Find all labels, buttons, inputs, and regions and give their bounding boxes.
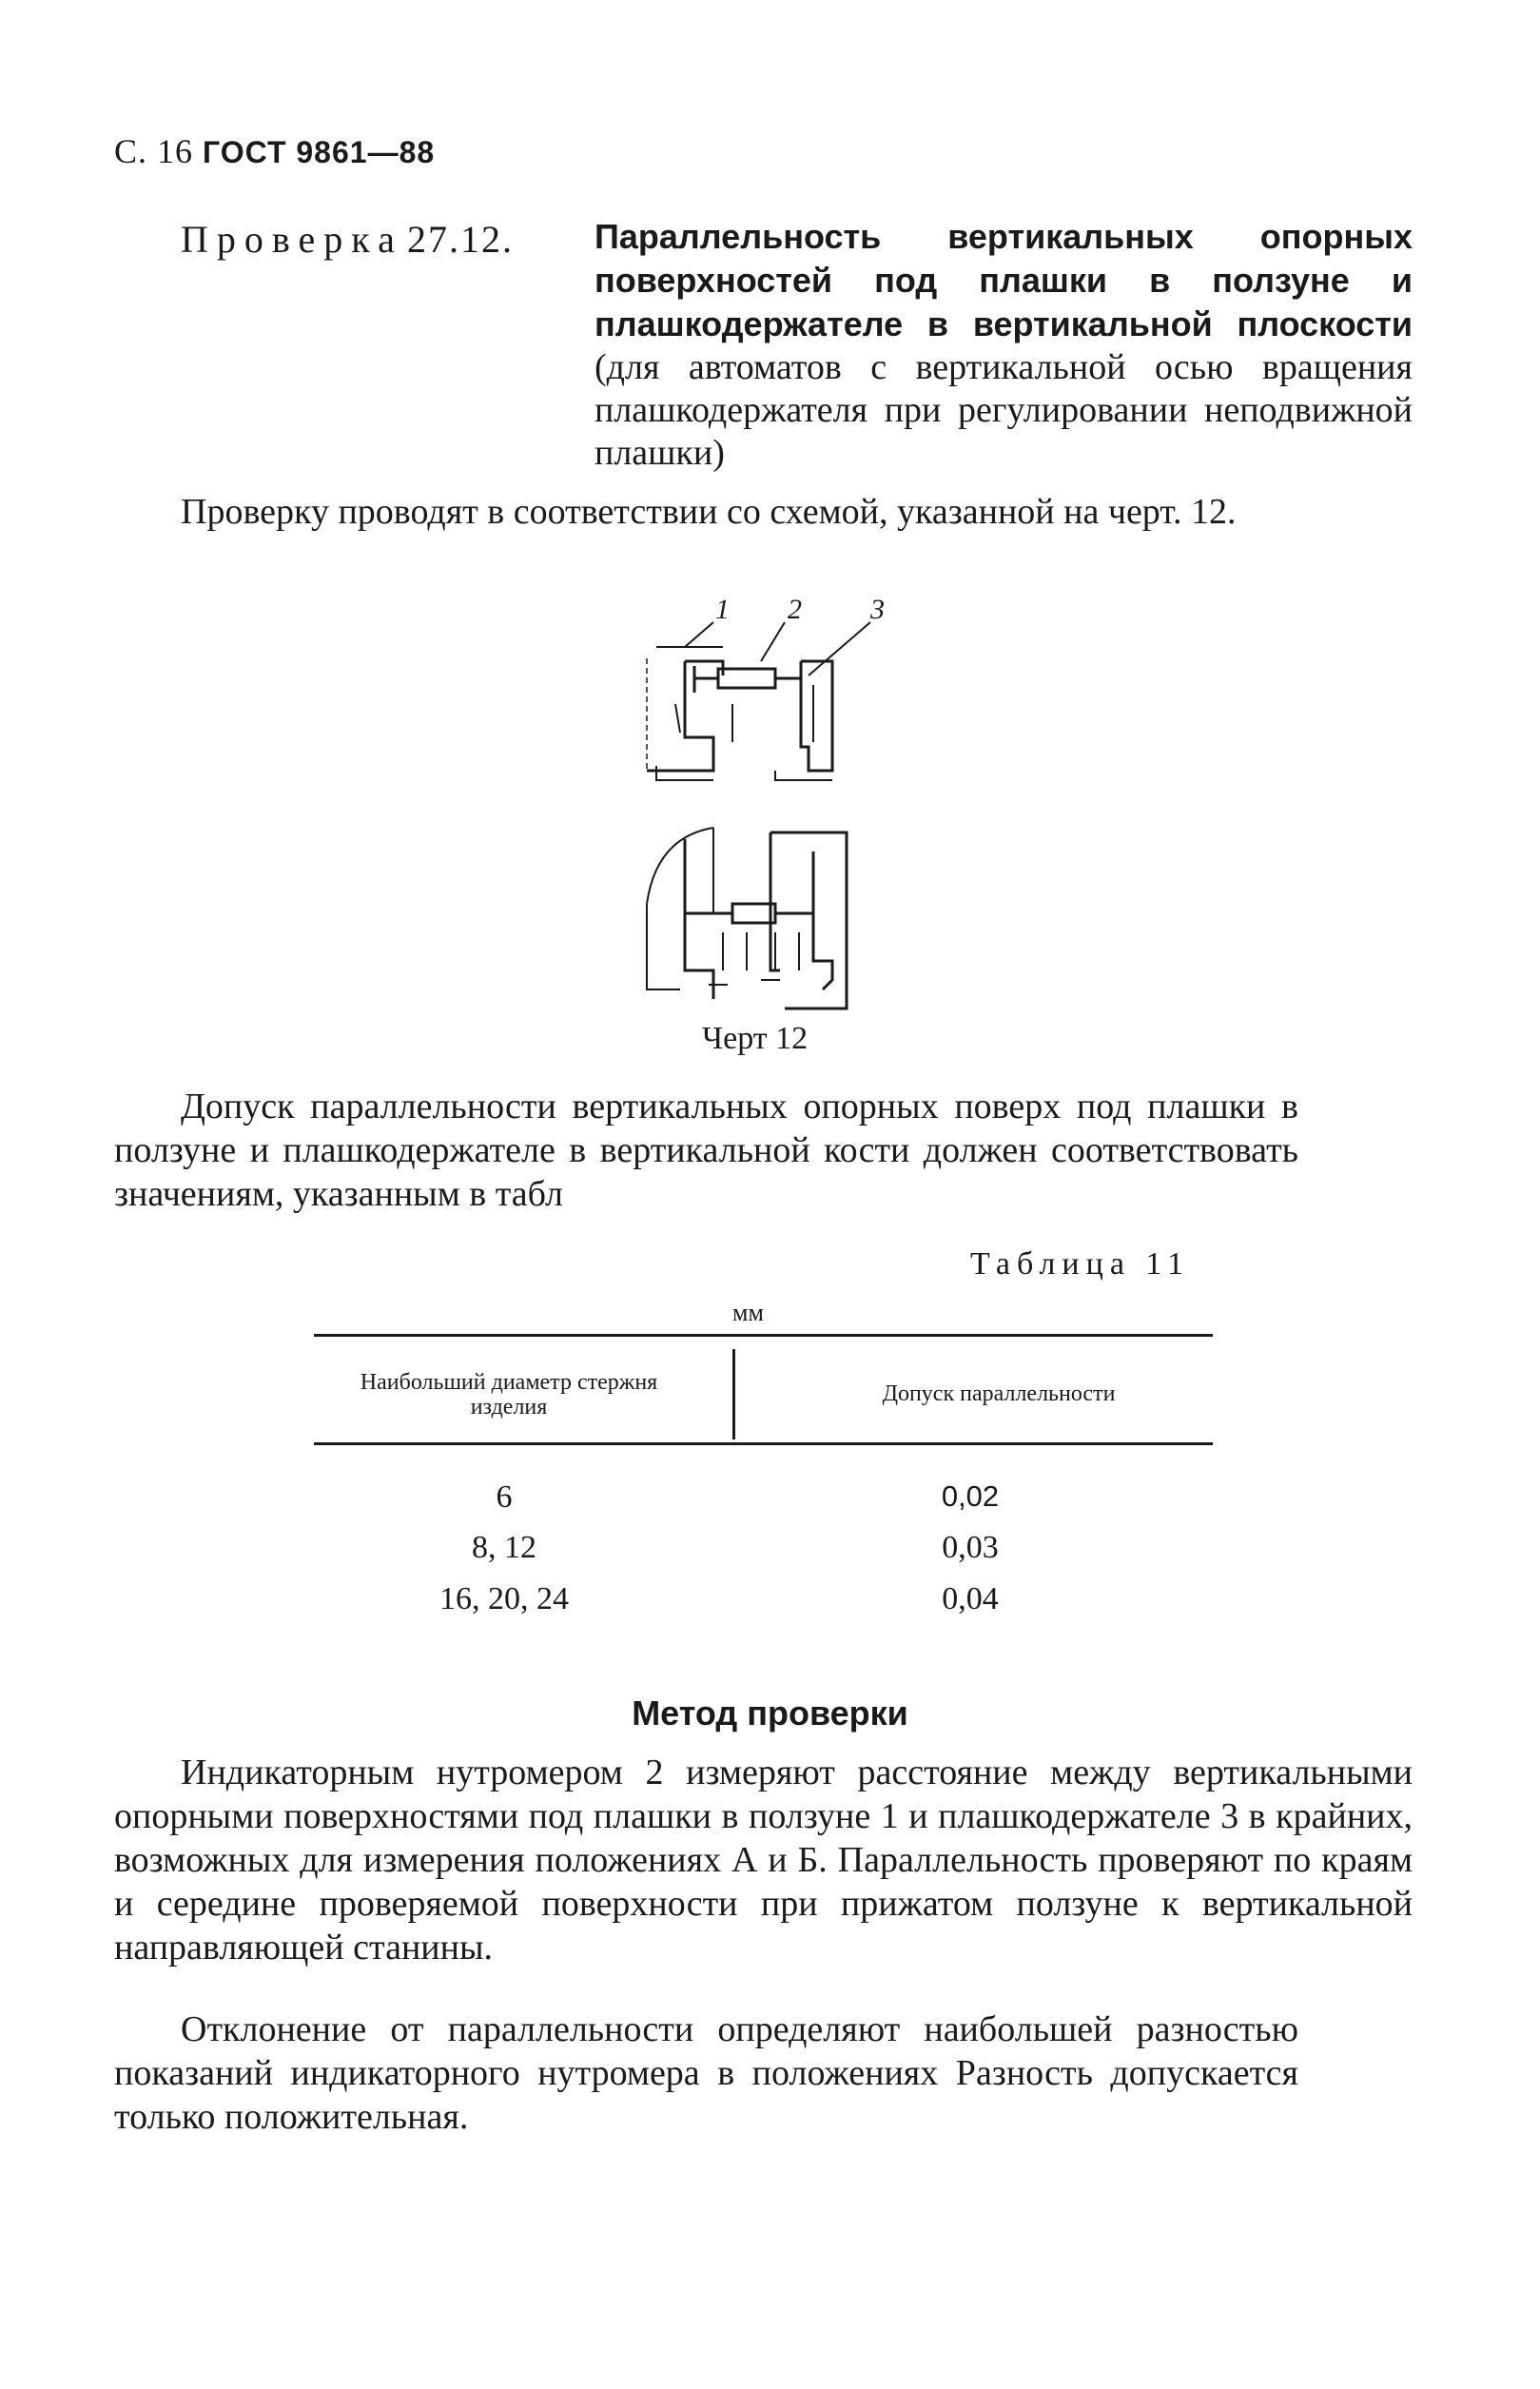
table-cell-tolerance-1: 0,02 (941, 1479, 1000, 1513)
check-number: 27.12. (407, 218, 514, 261)
table-header-diameter: Наибольший диаметр стержня изделия (360, 1370, 658, 1420)
scheme-drawing (628, 590, 913, 1028)
table-column-divider (732, 1349, 735, 1439)
figure-caption: Черт 12 (702, 1021, 809, 1056)
table-top-rule (314, 1334, 1213, 1337)
callout-label-2: 2 (788, 594, 802, 625)
check-title-bold: Параллельность вертикальных опорных поверхностей под плашки в ползуне и плашкодержателе в вертикальной плоскости (595, 217, 1413, 343)
table-cell-diameter-3: 16, 20, 24 (439, 1581, 569, 1616)
check-title (595, 215, 1413, 475)
table-cell-tolerance-2: 0,03 (942, 1530, 999, 1565)
paragraph-deviation: Отклонение от параллельности определяют наибольшей разностью показаний индикаторного нутромера в положениях Разность допускается только положительная. (114, 2009, 1298, 2137)
standard-code: ГОСТ 9861—88 (203, 135, 436, 169)
paragraph-scheme-reference: Проверку проводят в соответствии со схемой, указанной на черт. 12. (181, 492, 1237, 532)
callout-label-1: 1 (715, 594, 730, 625)
table-header-rule (314, 1442, 1213, 1445)
callout-label-3: 3 (870, 594, 885, 625)
paragraph-tolerance: Допуск параллельности вертикальных опорных поверх под плашки в ползуне и плашкодержателе в вертикальной кости должен соответствовать значениям, указанным в табл (114, 1087, 1298, 1214)
page-header (114, 131, 435, 171)
table-header-tolerance: Допуск параллельности (882, 1381, 1116, 1406)
page-number: С. 16 (114, 132, 194, 170)
table-cell-tolerance-3: 0,04 (942, 1581, 999, 1616)
check-title-rest: (для автоматов с вертикальной осью вращения плашкодержателя при регулировании неподвижной плашки) (595, 347, 1413, 473)
section-title: Метод проверки (632, 1694, 908, 1733)
table-cell-diameter-1: 6 (496, 1479, 513, 1515)
check-label: Проверка (181, 218, 403, 261)
paragraph-method: Индикаторным нутромером 2 измеряют расстояние между вертикальными опорными поверхностями под плашки в ползуне 1 и плашкодержателе 3 в крайних, возможных для измерения положениях А и Б. Параллельность проверяют по краям и середине проверяемой поверхности при прижатом ползуне к вертикальной направляющей станины. (114, 1753, 1413, 1968)
table-cell-diameter-2: 8, 12 (472, 1530, 536, 1565)
table-title: Таблица 11 (970, 1246, 1191, 1282)
table-unit: мм (732, 1299, 764, 1326)
